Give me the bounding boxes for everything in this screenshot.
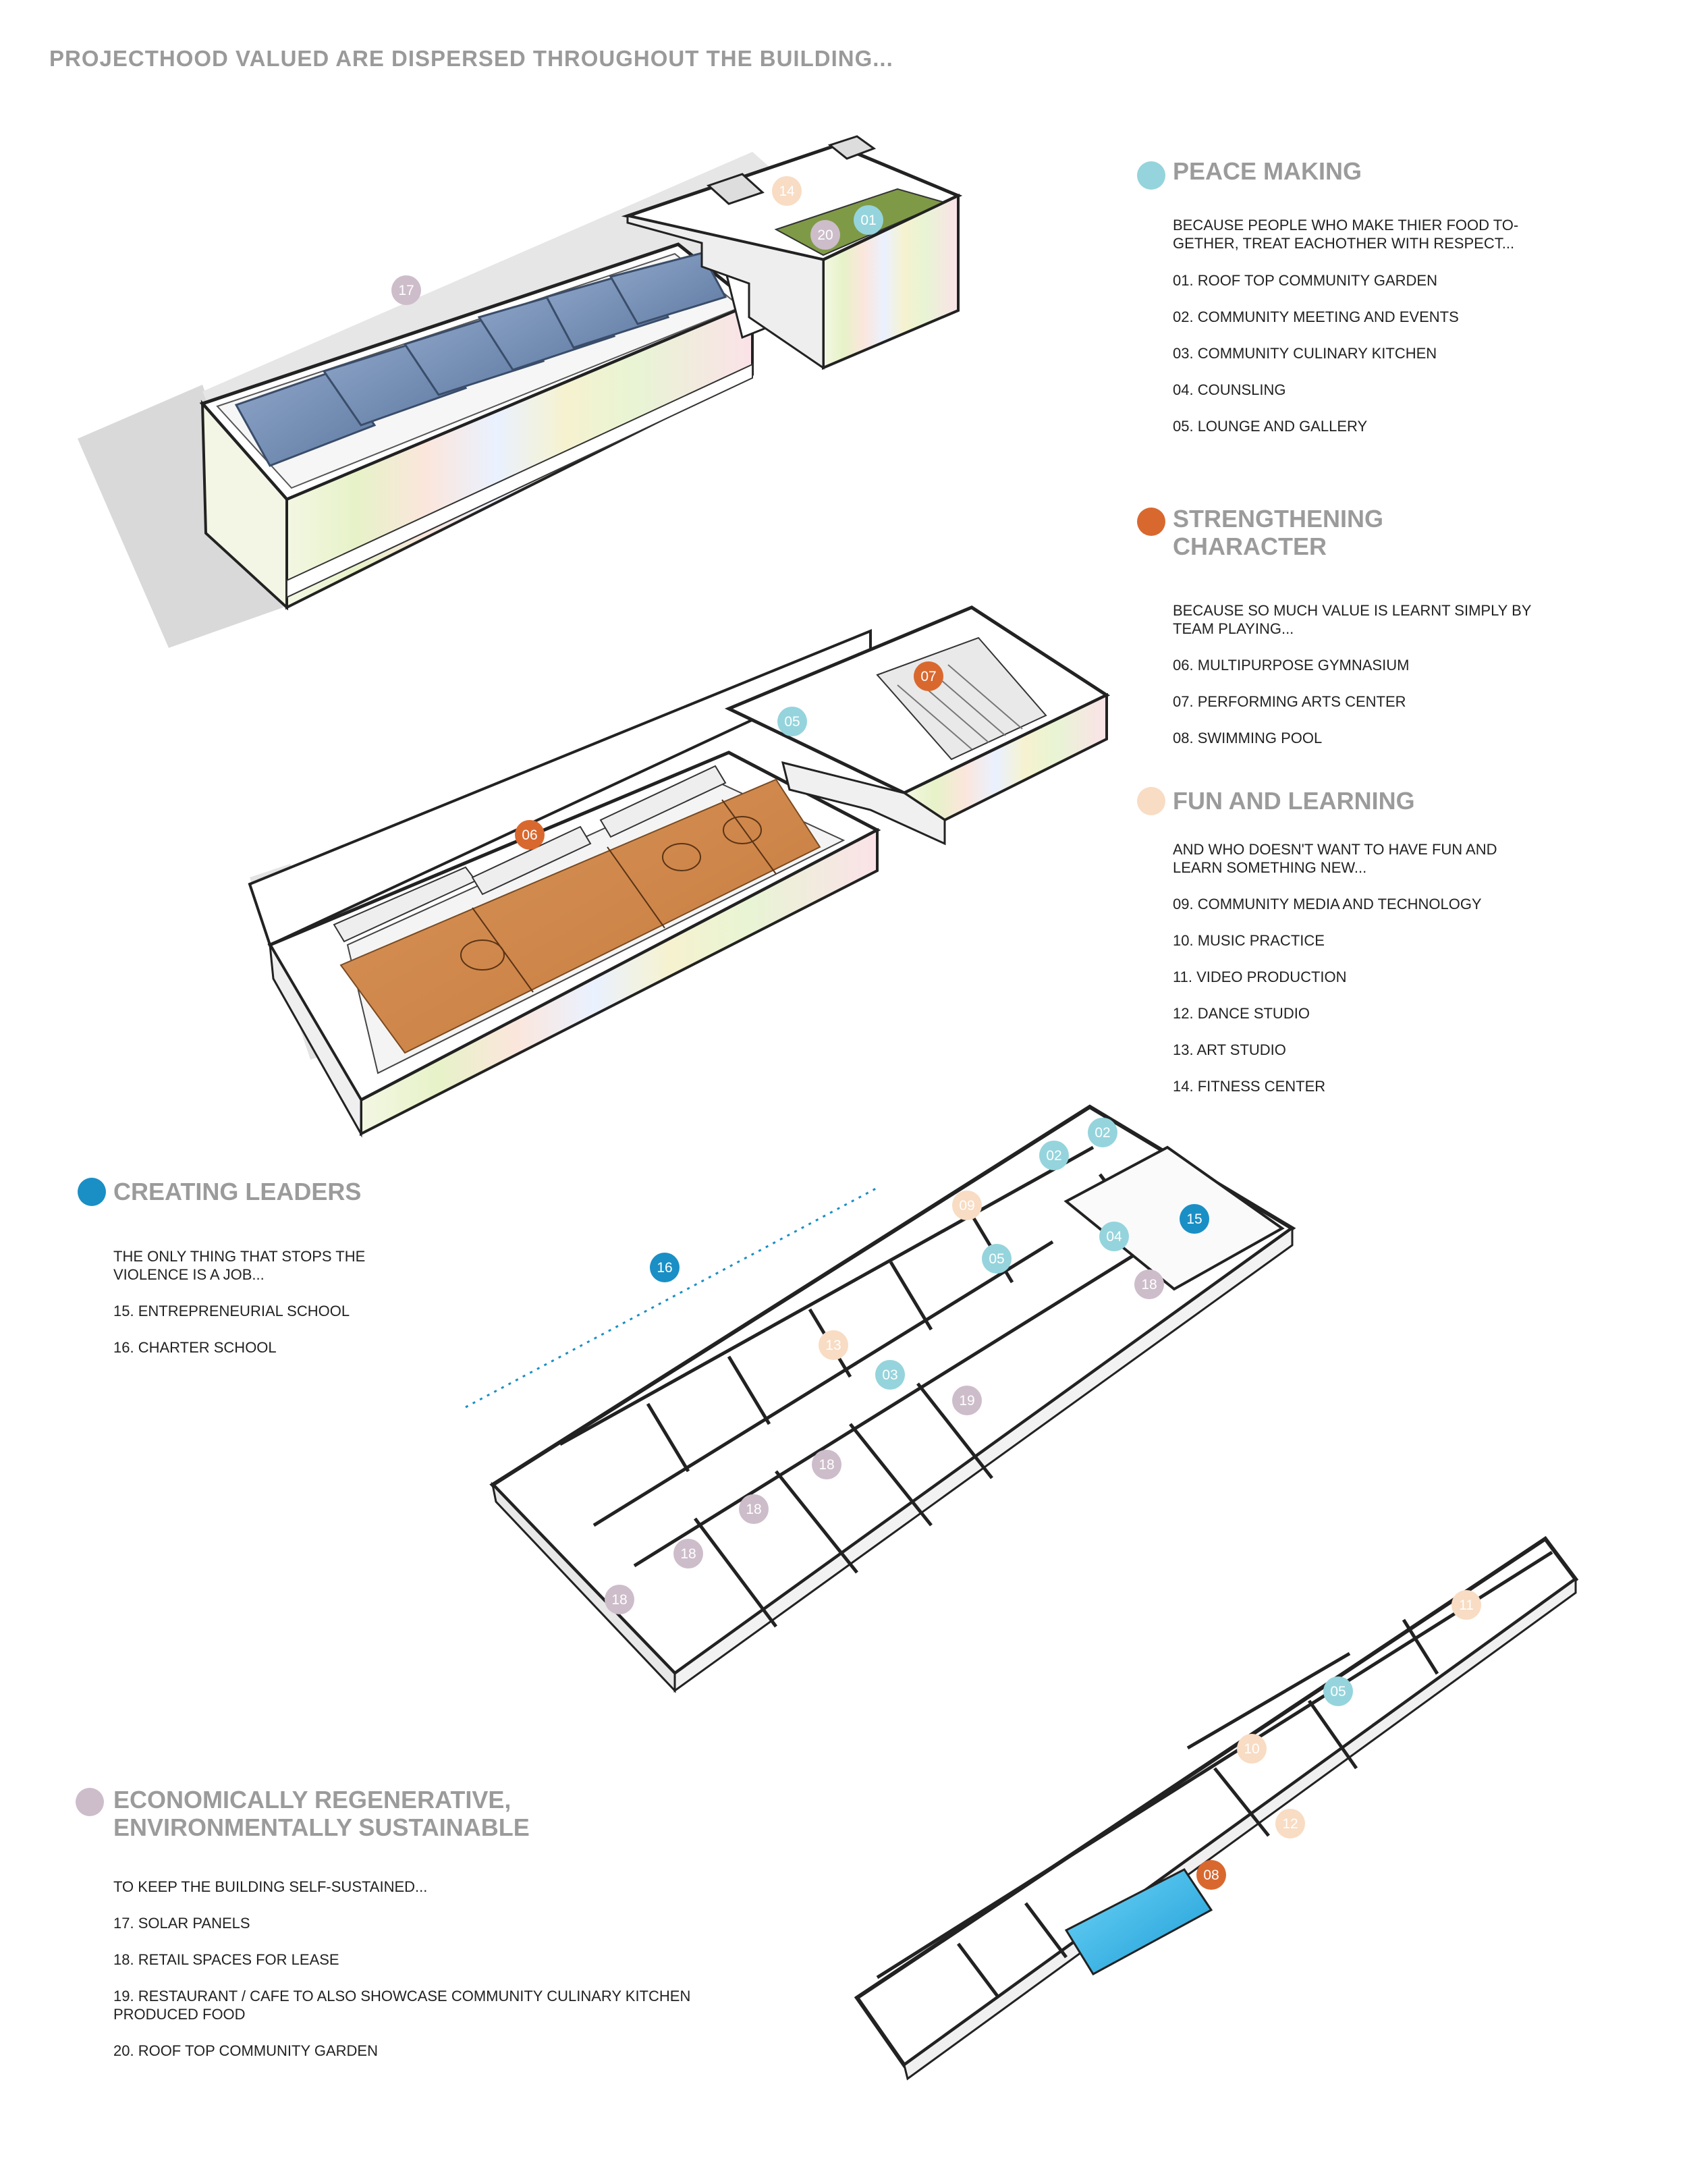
leaders-item-16: 16. CHARTER SCHOOL	[113, 1339, 277, 1356]
svg-text:05: 05	[1330, 1684, 1346, 1699]
svg-text:03: 03	[882, 1367, 898, 1383]
svg-text:19: 19	[959, 1393, 975, 1409]
badge-level1-04	[1099, 1222, 1129, 1251]
badge-level1-18d	[673, 1539, 703, 1568]
strengthening-intro: BECAUSE SO MUCH VALUE IS LEARNT SIMPLY BY TEAM PLAYING...	[1173, 602, 1532, 637]
badge-level1-18a	[1134, 1270, 1164, 1299]
economic-item-17: 17. SOLAR PANELS	[113, 1915, 250, 1932]
badge-level2-06	[515, 820, 545, 850]
badge-level1-13	[819, 1330, 848, 1360]
strength-item-07: 07. PERFORMING ARTS CENTER	[1173, 693, 1406, 710]
badge-level1-18e	[605, 1585, 634, 1614]
peace-item-04: 04. COUNSLING	[1173, 381, 1286, 398]
badge-roof-01	[854, 205, 883, 235]
badge-level1-18c	[739, 1494, 769, 1524]
fun-intro: AND WHO DOESN'T WANT TO HAVE FUN AND LEARN SOMETHING NEW...	[1173, 841, 1497, 876]
badge-roof-14	[772, 176, 802, 206]
leaders-item-15: 15. ENTREPRENEURIAL SCHOOL	[113, 1303, 350, 1319]
svg-text:06: 06	[522, 827, 538, 843]
badge-roof-20	[810, 220, 840, 250]
badge-level2-05	[777, 707, 807, 736]
economic-item-20: 20. ROOF TOP COMMUNITY GARDEN	[113, 2042, 378, 2059]
badge-level1-03	[875, 1360, 905, 1390]
badge-basement-05	[1323, 1676, 1353, 1706]
strength-item-08: 08. SWIMMING POOL	[1173, 730, 1323, 746]
economic-title-line2: ENVIRONMENTALLY SUSTAINABLE	[113, 1813, 530, 1841]
badge-level1-05	[982, 1244, 1012, 1274]
page-headline: PROJECTHOOD VALUED ARE DISPERSED THROUGHOUT THE BUILDING...	[49, 46, 893, 71]
svg-text:02: 02	[1095, 1125, 1111, 1141]
badge-level1-18b	[812, 1450, 841, 1479]
economic-item-18: 18. RETAIL SPACES FOR LEASE	[113, 1951, 339, 1968]
svg-text:11: 11	[1459, 1598, 1474, 1613]
badge-basement-10	[1237, 1734, 1267, 1764]
svg-text:07: 07	[920, 669, 937, 684]
ground-level-drawing	[466, 1107, 1292, 1691]
badge-level2-07	[914, 661, 943, 691]
economic-title-line1: ECONOMICALLY REGENERATIVE,	[113, 1786, 511, 1813]
economic-item-19: 19. RESTAURANT / CAFE TO ALSO SHOWCASE COMMUNITY CULINARY KITCHEN PRODUCED FOOD	[113, 1988, 691, 2023]
peace-making-dot	[1137, 161, 1165, 190]
strengthening-title-line1: STRENGTHENING	[1173, 505, 1384, 533]
strength-item-06: 06. MULTIPURPOSE GYMNASIUM	[1173, 657, 1410, 674]
leaders-intro: THE ONLY THING THAT STOPS THE VIOLENCE IS A JOB...	[113, 1248, 366, 1283]
peace-item-05: 05. LOUNGE AND GALLERY	[1173, 418, 1368, 435]
svg-text:05: 05	[989, 1251, 1005, 1267]
pool-level-drawing	[857, 1539, 1576, 2079]
roof-level-drawing	[78, 136, 958, 648]
badge-basement-11	[1451, 1590, 1481, 1620]
svg-text:05: 05	[784, 714, 800, 730]
svg-text:18: 18	[819, 1457, 835, 1473]
gym-level-drawing	[250, 607, 1107, 1134]
peace-item-03: 03. COMMUNITY CULINARY KITCHEN	[1173, 345, 1437, 362]
economic-sustainable-dot	[76, 1788, 104, 1816]
badge-level1-09	[952, 1191, 982, 1220]
fun-item-10: 10. MUSIC PRACTICE	[1173, 932, 1325, 949]
fun-item-11: 11. VIDEO PRODUCTION	[1173, 968, 1347, 985]
svg-text:18: 18	[746, 1502, 762, 1517]
strengthening-title-line2: CHARACTER	[1173, 533, 1327, 560]
fun-item-13: 13. ART STUDIO	[1173, 1041, 1286, 1058]
svg-text:16: 16	[657, 1260, 673, 1276]
badge-level1-19	[952, 1386, 982, 1415]
svg-text:17: 17	[398, 283, 414, 298]
svg-text:14: 14	[779, 184, 795, 199]
svg-text:13: 13	[825, 1338, 841, 1353]
badge-level1-02b	[1039, 1141, 1069, 1170]
svg-text:18: 18	[611, 1592, 628, 1608]
strengthening-character-dot	[1137, 508, 1165, 536]
creating-leaders-title: CREATING LEADERS	[113, 1178, 362, 1205]
fun-item-09: 09. COMMUNITY MEDIA AND TECHNOLOGY	[1173, 896, 1482, 912]
svg-text:15: 15	[1186, 1211, 1202, 1227]
svg-text:10: 10	[1244, 1741, 1260, 1757]
fun-item-12: 12. DANCE STUDIO	[1173, 1005, 1310, 1022]
svg-text:18: 18	[680, 1546, 696, 1562]
svg-text:02: 02	[1046, 1148, 1062, 1164]
badge-level1-02a	[1088, 1118, 1117, 1147]
svg-text:12: 12	[1282, 1816, 1298, 1832]
svg-text:04: 04	[1106, 1229, 1122, 1245]
svg-text:08: 08	[1203, 1867, 1219, 1883]
economic-intro: TO KEEP THE BUILDING SELF-SUSTAINED...	[113, 1878, 428, 1895]
peace-item-02: 02. COMMUNITY MEETING AND EVENTS	[1173, 308, 1459, 325]
creating-leaders-dot	[78, 1178, 106, 1206]
badge-basement-12	[1275, 1809, 1305, 1838]
svg-text:20: 20	[817, 227, 833, 243]
fun-and-learning-title: FUN AND LEARNING	[1173, 787, 1415, 815]
peace-making-intro: BECAUSE PEOPLE WHO MAKE THIER FOOD TO-GETHER, TREAT EACHOTHER WITH RESPECT...	[1173, 217, 1519, 252]
svg-text:01: 01	[860, 213, 877, 228]
peace-item-01: 01. ROOF TOP COMMUNITY GARDEN	[1173, 272, 1437, 289]
peace-making-title: PEACE MAKING	[1173, 157, 1362, 185]
badge-level1-15	[1180, 1204, 1209, 1234]
badge-level1-16	[650, 1253, 680, 1282]
fun-item-14: 14. FITNESS CENTER	[1173, 1078, 1326, 1095]
badge-roof-17	[391, 275, 421, 305]
fun-and-learning-dot	[1137, 787, 1165, 815]
svg-text:18: 18	[1141, 1277, 1157, 1292]
badge-basement-08	[1196, 1860, 1226, 1890]
svg-text:09: 09	[959, 1198, 975, 1213]
